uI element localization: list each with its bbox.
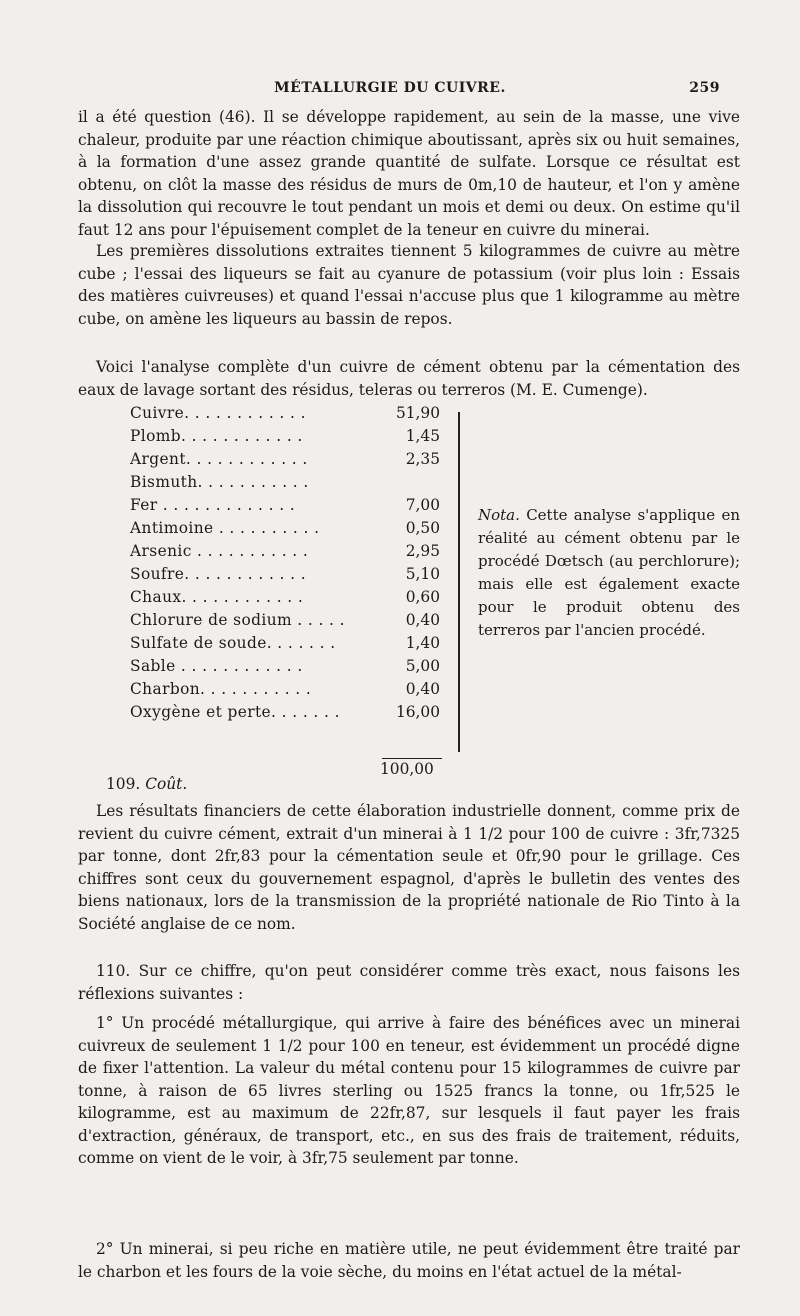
analysis-value: 1,40: [405, 634, 440, 652]
analysis-value: 5,00: [405, 657, 440, 675]
table-brace: [448, 412, 460, 752]
analysis-total: 100,00: [380, 760, 434, 778]
analysis-label: Chaux. . . . . . . . . . . .: [130, 588, 304, 606]
paragraph-1: il a été question (46). Il se développe rapidement, au sein de la masse, une vive chaleur, produite par une réaction chimique aboutissant, après six ou huit semaines, à la formation d'une assez grande quantité de sulfate. Lorsque ce résultat est obtenu, on clôt la masse des résidus de murs de 0m,10 de hauteur, et l'on y amène la dissolution qui recouvre le tout pendant un mois et demi ou deux. On estime qu'il faut 12 ans pour l'épuisement complet de la teneur en cuivre du minerai.: [78, 108, 740, 239]
analysis-row: [130, 701, 460, 724]
paragraph-6: 1° Un procédé métallurgique, qui arrive à faire des bénéfices avec un minerai cuivreux de seulement 1 1/2 pour 100 en teneur, est évidemment un procédé digne de fixer l'attention. La valeur du métal contenu pour 15 kilogrammes de cuivre par tonne, à raison de 65 livres sterling ou 1525 francs la tonne, ou 1fr,525 le kilogramme, est au maximum de 22fr,87, sur lesquels il faut payer les frais d'extraction, généraux, de transport, etc., en sus des frais de traitement, réduits, comme on vient de le voir, à 3fr,75 seulement par tonne.: [78, 1014, 740, 1167]
analysis-row: [130, 402, 460, 425]
nota-label: Nota.: [478, 506, 520, 524]
paragraph-7: 2° Un minerai, si peu riche en matière utile, ne peut évidemment être traité par le charbon et les fours de la voie sèche, du moins en l'état actuel de la métal-: [78, 1240, 740, 1281]
analysis-label: Charbon. . . . . . . . . . .: [130, 680, 312, 698]
paragraph-5: 110. Sur ce chiffre, qu'on peut considérer comme très exact, nous faisons les réflexions suivantes :: [78, 962, 740, 1003]
analysis-value: 5,10: [405, 565, 440, 583]
analysis-row: [130, 425, 460, 448]
paragraph-2: Les premières dissolutions extraites tiennent 5 kilogrammes de cuivre au mètre cube ; l'essai des liqueurs se fait au cyanure de potassium (voir plus loin : Essais des matières cuivreuses) et quand l'essai n'accuse plus que 1 kilogramme au mètre cube, on amène les liqueurs au bassin de repos.: [78, 242, 740, 328]
analysis-row: [130, 655, 460, 678]
analysis-row: [130, 448, 460, 471]
page-number: 259: [689, 80, 720, 96]
analysis-label: Chlorure de sodium . . . . .: [130, 611, 345, 629]
running-header: [60, 80, 720, 102]
analysis-row: [130, 609, 460, 632]
section-heading: [106, 775, 187, 793]
analysis-value: 1,45: [405, 427, 440, 445]
total-rule: [382, 758, 442, 759]
analysis-label: Arsenic . . . . . . . . . . .: [130, 542, 309, 560]
analysis-row: [130, 471, 460, 494]
analysis-row: [130, 540, 460, 563]
analysis-value: 51,90: [395, 404, 440, 422]
analysis-label: Argent. . . . . . . . . . . .: [130, 450, 308, 468]
analysis-value: 0,60: [405, 588, 440, 606]
analysis-row: [130, 494, 460, 517]
analysis-table: [130, 402, 460, 724]
analysis-value: 2,35: [405, 450, 440, 468]
analysis-label: Sulfate de soude. . . . . . .: [130, 634, 336, 652]
section-title: Coût.: [145, 775, 188, 793]
paragraph-3: Voici l'analyse complète d'un cuivre de cément obtenu par la cémentation des eaux de lavage sortant des résidus, teleras ou terreros (M. E. Cumenge).: [78, 358, 740, 399]
analysis-label: Fer . . . . . . . . . . . . .: [130, 496, 296, 514]
analysis-row: [130, 632, 460, 655]
analysis-row: [130, 517, 460, 540]
paragraph-4: Les résultats financiers de cette élaboration industrielle donnent, comme prix de revient du cuivre cément, extrait d'un minerai à 1 1/2 pour 100 de cuivre : 3fr,7325 par tonne, dont 2fr,83 pour la cémentation seule et 0fr,90 pour le grillage. Ces chiffres sont ceux du gouvernement espagnol, d'après le bulletin des ventes des biens nationaux, lors de la transmission de la propriété nationale de Rio Tinto à la Société anglaise de ce nom.: [78, 802, 740, 933]
analysis-value: 0,40: [405, 680, 440, 698]
nota-text: Cette analyse s'applique en réalité au cément obtenu par le procédé Dœtsch (au perchlorure); mais elle est également exacte pour le produit obtenu des terreros par l'ancien procédé.: [478, 506, 740, 639]
analysis-label: Bismuth. . . . . . . . . . .: [130, 473, 309, 491]
analysis-value: 0,40: [405, 611, 440, 629]
analysis-row: [130, 563, 460, 586]
analysis-label: Cuivre. . . . . . . . . . . .: [130, 404, 306, 422]
analysis-value: 16,00: [395, 703, 440, 721]
running-title: MÉTALLURGIE DU CUIVRE.: [274, 80, 506, 96]
nota-block: [478, 504, 740, 642]
section-number: 109.: [106, 775, 141, 793]
analysis-label: Soufre. . . . . . . . . . . .: [130, 565, 307, 583]
analysis-row: [130, 586, 460, 609]
analysis-value: 7,00: [405, 496, 440, 514]
analysis-value: 2,95: [405, 542, 440, 560]
analysis-value: 0,50: [405, 519, 440, 537]
analysis-label: Antimoine . . . . . . . . . .: [130, 519, 320, 537]
analysis-label: Oxygène et perte. . . . . . .: [130, 703, 340, 721]
analysis-label: Plomb. . . . . . . . . . . .: [130, 427, 303, 445]
analysis-label: Sable . . . . . . . . . . . .: [130, 657, 303, 675]
analysis-row: [130, 678, 460, 701]
